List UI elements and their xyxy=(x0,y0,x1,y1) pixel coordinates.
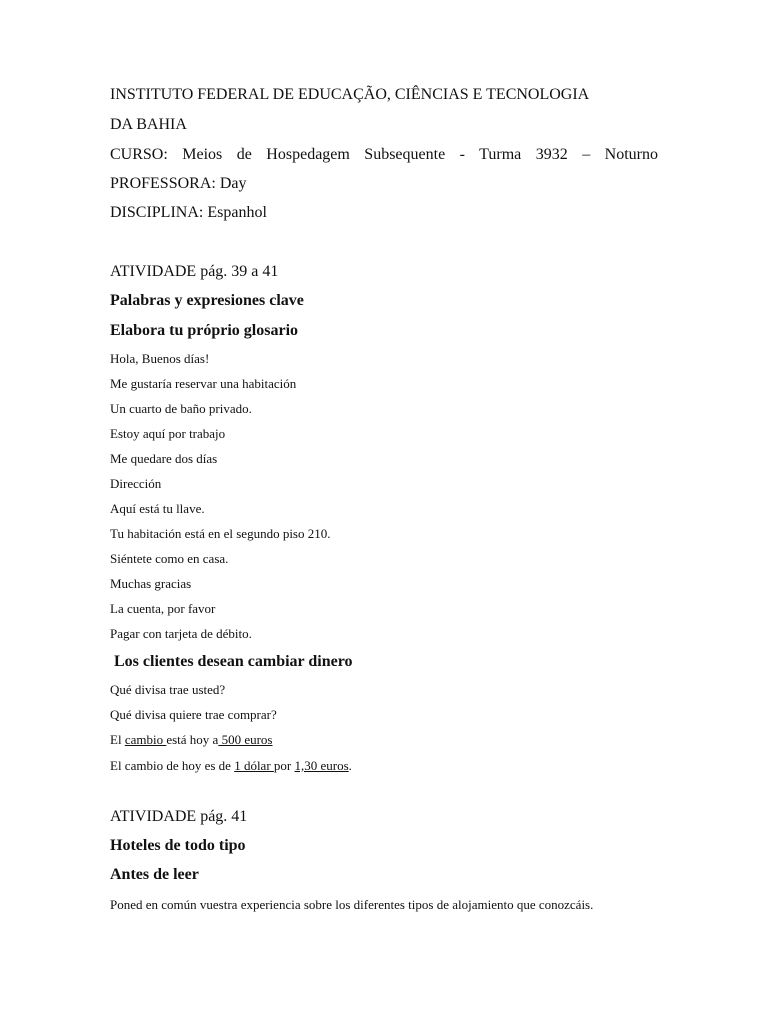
activity2-heading-hotels: Hoteles de todo tipo xyxy=(110,837,246,854)
glossary-item: Hola, Buenos días! xyxy=(110,351,210,366)
money-line-3-text: El xyxy=(110,732,125,747)
institution-name-line1: INSTITUTO FEDERAL DE EDUCAÇÃO, CIÊNCIAS E TECNOLOGIA xyxy=(110,86,590,103)
money-line-3 xyxy=(110,732,272,748)
money-line-3-text: está hoy a xyxy=(166,732,219,747)
money-exchange-heading: Los clientes desean cambiar dinero xyxy=(114,653,353,670)
glossary-item: Tu habitación está en el segundo piso 210. xyxy=(110,526,331,541)
discipline-line: DISCIPLINA: Espanhol xyxy=(110,204,267,221)
money-line-3-underlined-amount: 500 euros xyxy=(218,732,273,747)
money-line-4-text: por xyxy=(273,758,295,773)
glossary-item: Aquí está tu llave. xyxy=(110,501,205,516)
professor-line: PROFESSORA: Day xyxy=(110,175,247,192)
money-line-4-underlined-euros: 1,30 euros xyxy=(294,758,349,773)
glossary-item: La cuenta, por favor xyxy=(110,601,216,616)
glossary-item: Un cuarto de baño privado. xyxy=(110,401,252,416)
glossary-item: Me gustaría reservar una habitación xyxy=(110,376,297,391)
glossary-item: Pagar con tarjeta de débito. xyxy=(110,626,252,641)
money-line-4-text: El cambio de hoy es de xyxy=(110,758,235,773)
glossary-item: Me quedare dos días xyxy=(110,451,218,466)
money-line-4 xyxy=(110,758,352,774)
glossary-item: Siéntete como en casa. xyxy=(110,551,229,566)
glossary-item: Dirección xyxy=(110,476,162,491)
glossary-item: Muchas gracias xyxy=(110,576,192,591)
activity2-heading-before-reading: Antes de leer xyxy=(110,866,199,883)
money-line-4-text: . xyxy=(348,758,352,773)
institution-name-line2: DA BAHIA xyxy=(110,116,187,133)
activity1-heading-keywords: Palabras y expresiones clave xyxy=(110,292,304,309)
course-line: CURSO: Meios de Hospedagem Subsequente - Turma 3932 – Noturno xyxy=(110,146,658,163)
money-line-2: Qué divisa quiere trae comprar? xyxy=(110,707,277,722)
money-line-3-underlined-cambio: cambio xyxy=(124,732,167,747)
activity2-paragraph: Poned en común vuestra experiencia sobre los diferentes tipos de alojamiento que conozcáis. xyxy=(110,897,594,912)
activity1-heading-glossary: Elabora tu próprio glosario xyxy=(110,322,299,339)
money-line-1: Qué divisa trae usted? xyxy=(110,682,226,697)
glossary-item: Estoy aquí por trabajo xyxy=(110,426,226,441)
activity1-title: ATIVIDADE pág. 39 a 41 xyxy=(110,263,279,280)
money-line-4-underlined-dollar: 1 dólar xyxy=(234,758,274,773)
activity2-title: ATIVIDADE pág. 41 xyxy=(110,808,248,825)
